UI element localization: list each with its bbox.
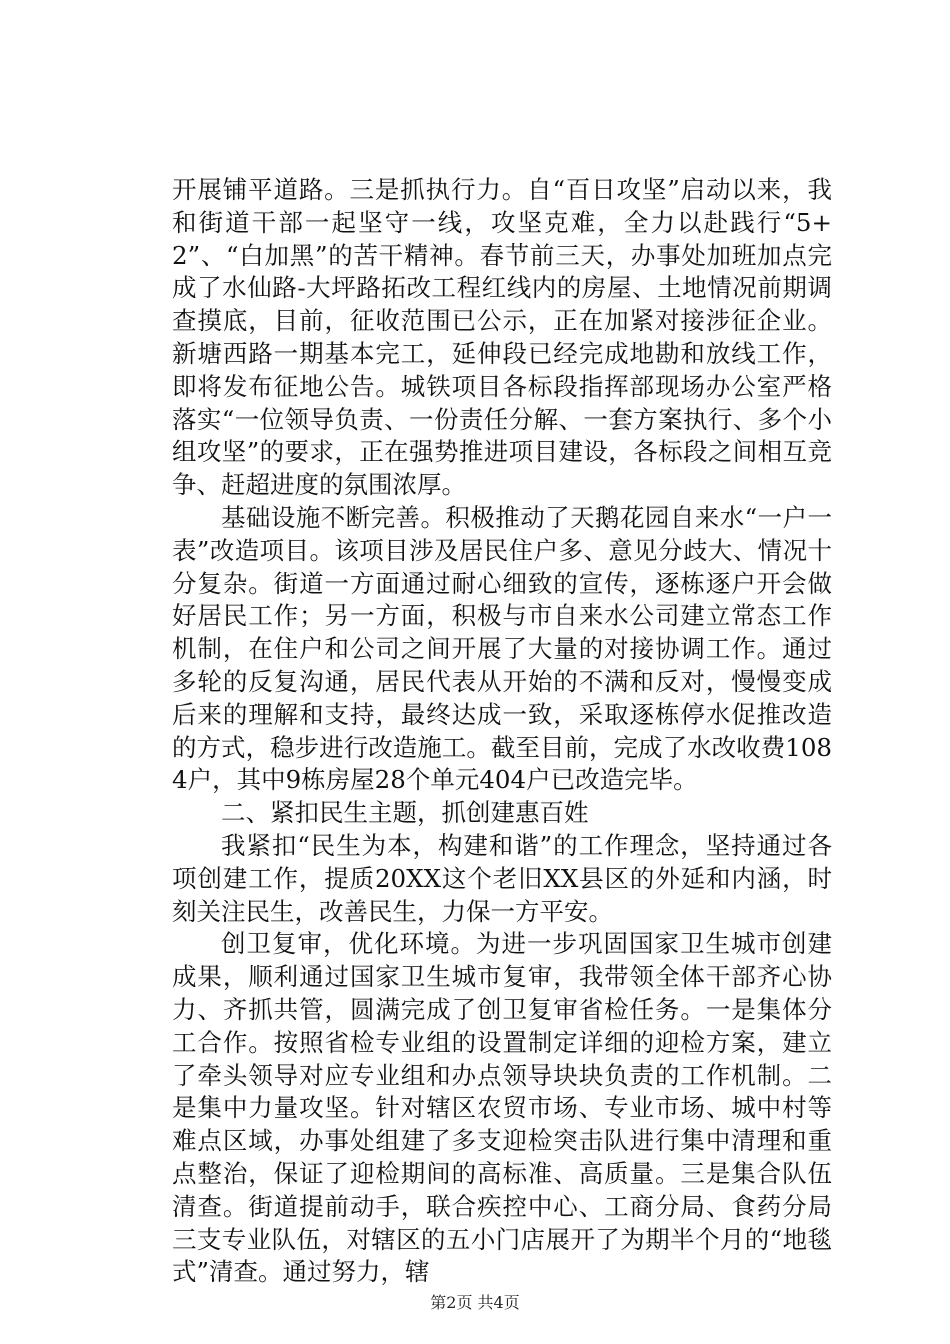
paragraph-continuation: 开展铺平道路。三是抓执行力。自“百日攻坚”启动以来，我和街道干部一起坚守一线，攻坚克难，全力以赴践行“5+2”、“白加黑”的苦干精神。春节前三天，办事处加班加点完成了水仙路-大坪路拓改工程红线内的房屋、土地情况前期调查摸底，目前，征收范围已公示，正在加紧对接涉征企业。新塘西路一期基本完工，延伸段已经完成地勘和放线工作，即将发布征地公告。城铁项目各标段指挥部现场办公室严格落实“一位领导负责、一份责任分解、一套方案执行、多个小组攻坚”的要求，正在强势推进项目建设，各标段之间相互竞争、赶超进度的氛围浓厚。	[172, 175, 832, 500]
paragraph-infrastructure: 基础设施不断完善。积极推动了天鹅花园自来水“一户一表”改造项目。该项目涉及居民住户多、意见分歧大、情况十分复杂。街道一方面通过耐心细致的宣传，逐栋逐户开会做好居民工作；另一方面，积极与市自来水公司建立常态工作机制，在住户和公司之间开展了大量的对接协调工作。通过多轮的反复沟通，居民代表从开始的不满和反对，慢慢变成后来的理解和支持，最终达成一致，采取逐栋停水促推改造的方式，稳步进行改造施工。截至目前，完成了水改收费1084户，其中9栋房屋28个单元404户已改造完毕。	[172, 502, 832, 795]
paragraph-sanitation: 创卫复审，优化环境。为进一步巩固国家卫生城市创建成果，顺利通过国家卫生城市复审，我带领全体干部齐心协力、齐抓共管，圆满完成了创卫复审省检任务。一是集体分工合作。按照省检专业组的设置制定详细的迎检方案，建立了牵头领导对应专业组和办点领导块块负责的工作机制。二是集中力量攻坚。针对辖区农贸市场、专业市场、城中村等难点区域，办事处组建了多支迎检突击队进行集中清理和重点整治，保证了迎检期间的高标准、高质量。三是集合队伍清查。街道提前动手，联合疾控中心、工商分局、食药分局三支专业队伍，对辖区的五小门店展开了为期半个月的“地毯式”清查。通过努力，辖	[172, 929, 832, 1287]
paragraph-livelihood: 我紧扣“民生为本，构建和谐”的工作理念，坚持通过各项创建工作，提质20XX这个老旧XX县区的外延和内涵，时刻关注民生，改善民生，力保一方平安。	[172, 830, 832, 926]
section-heading: 二、紧扣民生主题，抓创建惠百姓	[221, 798, 589, 828]
page-number: 第2页 共4页	[430, 1293, 520, 1312]
document-body	[172, 174, 832, 1289]
